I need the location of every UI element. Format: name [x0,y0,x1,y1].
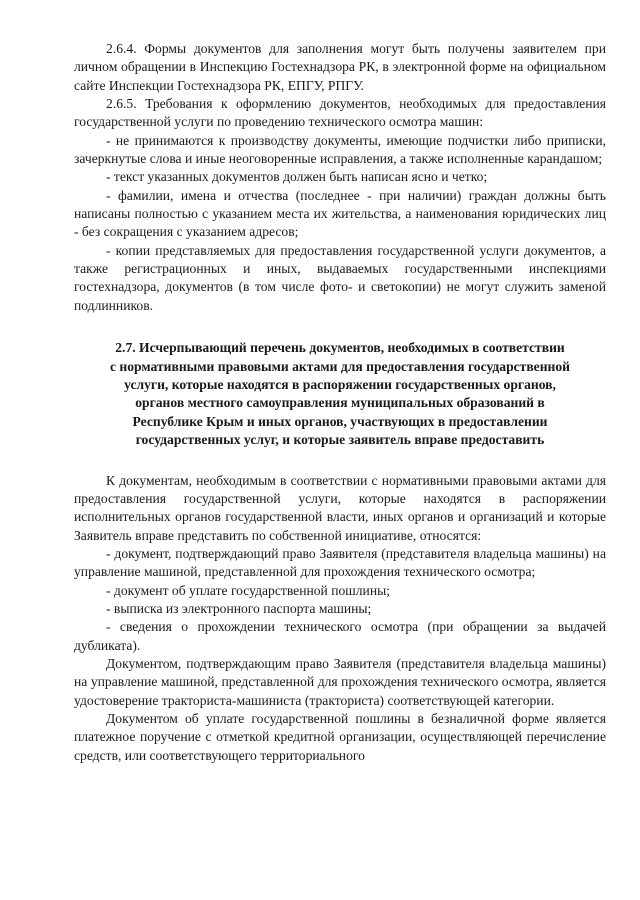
section-heading-2-7 [74,339,606,449]
paragraph-fee-document: Документом об уплате государственной пошлины в безналичной форме является платежное поручение с отметкой кредитной организации, осуществляющей перечисление средств, или соответствующего территориального [74,711,606,763]
list-item: - не принимаются к производству документы, имеющие подчистки либо приписки, зачеркнутые слова и иные неоговоренные исправления, а также исполненные карандашом; [74,132,606,167]
heading-line: 2.7. Исчерпывающий перечень документов, необходимых в соответствии [115,340,565,356]
list-item: - документ, подтверждающий право Заявителя (представителя владельца машины) на управление машиной, представленной для прохождения технического осмотра; [74,545,606,580]
list-item: - документ об уплате государственной пошлины; [106,582,391,598]
list-item: - сведения о прохождении технического осмотра (при обращении за выдачей дубликата). [74,619,606,653]
heading-line: государственных услуг, и которые заявитель вправе предоставить [135,432,545,448]
paragraph-2-7-intro: К документам, необходимым в соответствии с нормативными правовыми актами для предоставления государственной услуги, которые находятся в распоряжении исполнительных органов государственной власти, иных органов и организаций и которые Заявитель вправе представить по собственной инициативе, относятся: [74,472,606,543]
list-item: - текст указанных документов должен быть написан ясно и четко; [106,169,488,185]
paragraph-2-6-4: 2.6.4. Формы документов для заполнения могут быть получены заявителем при личном обращении в Инспекцию Гостехнадзора РК, в электронной форме на официальном сайте Инспекции Гостехнадзора РК, ЕПГУ, РПГУ. [74,41,606,93]
heading-line: Республике Крым и иных органов, участвующих в предоставлении [132,413,548,429]
list-item: - копии представляемых для предоставления государственной услуги документов, а также регистрационных и иных, выдаваемых государственными инспекциями гостехнадзора, документов (в том числе фото- и светокопии) не могут служить заменой подлинников. [74,242,606,313]
heading-line: органов местного самоуправления муниципальных образований в [135,395,545,411]
paragraph-right-document: Документом, подтверждающим право Заявителя (представителя владельца машины) на управление машиной, представленной для прохождения технического осмотра, является удостоверение тракториста-машиниста (тракториста) соответствующей категории. [74,656,606,708]
list-item: - фамилии, имена и отчества (последнее - при наличии) граждан должны быть написаны полностью с указанием места их жительства, а наименования юридических лиц - без сокращения с указанием адресов; [74,187,606,240]
document-page [74,40,606,765]
heading-line: услуги, которые находятся в распоряжении государственных органов, [124,376,556,392]
list-item: - выписка из электронного паспорта машины; [106,601,372,616]
paragraph-2-6-5-intro: 2.6.5. Требования к оформлению документов, необходимых для предоставления государственной услуги по проведению технического осмотра машин: [74,96,606,130]
heading-line: с нормативными правовыми актами для предоставления государственной [109,358,571,374]
